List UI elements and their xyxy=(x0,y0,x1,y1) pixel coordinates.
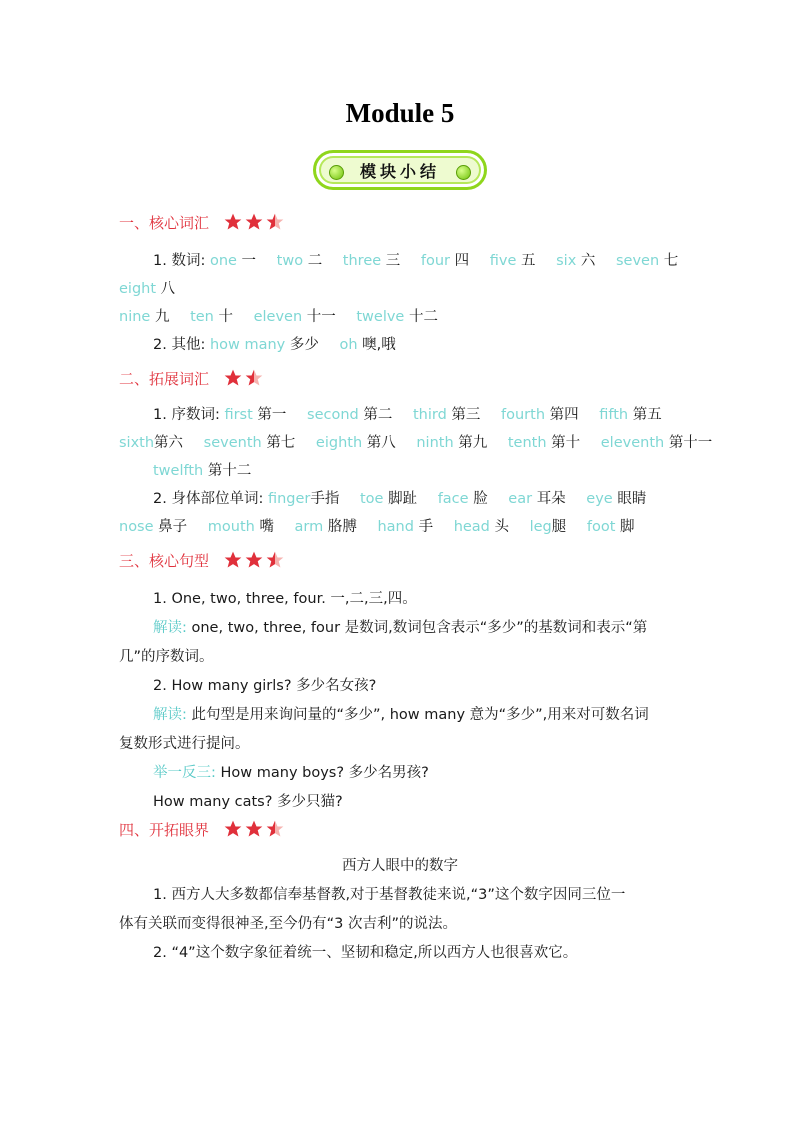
star-half-icon xyxy=(265,212,285,232)
numbers-line-3 xyxy=(119,303,438,331)
word-en: seven xyxy=(616,253,660,269)
word-en: first xyxy=(224,407,253,423)
star-half-icon xyxy=(244,368,264,388)
word-en: six xyxy=(556,253,577,269)
word-cn: 第八 xyxy=(366,435,396,451)
section-heading-core-vocab xyxy=(119,208,286,236)
word-cn: 手指 xyxy=(310,491,340,507)
word-cn: 第十二 xyxy=(207,463,252,479)
word-cn: 九 xyxy=(154,309,170,325)
page-title: Module 5 xyxy=(345,98,455,128)
word-en: finger xyxy=(267,491,311,507)
word-cn: 眼睛 xyxy=(617,491,647,507)
word-en: four xyxy=(420,253,451,269)
word-en: eye xyxy=(586,491,613,507)
word-cn: 十 xyxy=(218,309,233,325)
word-cn: 十二 xyxy=(408,309,438,325)
star-full-icon xyxy=(223,550,243,570)
word-cn: 胳膊 xyxy=(327,519,357,535)
word-en: eight xyxy=(119,281,157,297)
example-label: 举一反三: xyxy=(153,765,216,781)
green-dot-icon xyxy=(329,165,344,180)
word-cn: 第二 xyxy=(363,407,393,423)
word-en: nose xyxy=(119,519,154,535)
word-en: one xyxy=(209,253,237,269)
word-cn: 第十一 xyxy=(668,435,713,451)
word-cn: 第四 xyxy=(549,407,579,423)
word-en: nine xyxy=(119,309,151,325)
word-en: ear xyxy=(508,491,533,507)
example-text: How many boys? 多少名男孩? xyxy=(215,765,429,781)
numbers-line-1 xyxy=(153,247,678,275)
word-cn: 鼻子 xyxy=(158,519,188,535)
section-heading-text: 二、拓展词汇 xyxy=(119,369,210,388)
word-en: seventh xyxy=(203,435,262,451)
word-en: eleven xyxy=(253,309,303,325)
word-en: oh xyxy=(339,337,358,353)
word-en: face xyxy=(437,491,469,507)
word-en: tenth xyxy=(507,435,547,451)
word-cn: 四 xyxy=(454,253,470,269)
numbers-label: 1. 数词: xyxy=(153,253,206,269)
word-cn: 脚 xyxy=(620,519,635,535)
star-full-icon xyxy=(244,212,264,232)
word-cn: 二 xyxy=(307,253,323,269)
word-en: five xyxy=(489,253,517,269)
word-cn: 嘴 xyxy=(259,519,274,535)
note-2-line-1 xyxy=(153,701,649,729)
word-cn: 第九 xyxy=(458,435,488,451)
note-label: 解读: xyxy=(153,707,187,723)
word-en: hand xyxy=(377,519,414,535)
horizon-para-1-line-1: 1. 西方人大多数都信奉基督教,对于基督教徒来说,“3”这个数字因同三位一 xyxy=(153,887,626,903)
word-en: twelve xyxy=(356,309,405,325)
word-cn: 第六 xyxy=(154,435,184,451)
rating-stars xyxy=(223,368,265,388)
word-en: ninth xyxy=(416,435,454,451)
word-en: ten xyxy=(190,309,214,325)
word-cn: 脸 xyxy=(473,491,488,507)
other-vocab-line xyxy=(153,331,396,359)
word-cn: 七 xyxy=(663,253,679,269)
word-en: two xyxy=(276,253,304,269)
body-parts-line-2 xyxy=(119,513,635,541)
note-text: 此句型是用来询问量的“多少”, how many 意为“多少”,用来对可数名词 xyxy=(186,707,649,723)
ordinals-line-1 xyxy=(153,401,662,429)
word-cn: 三 xyxy=(385,253,401,269)
note-1-line-2: 几”的序数词。 xyxy=(119,649,214,665)
ordinal-label: 1. 序数词: xyxy=(153,407,220,423)
word-en: fourth xyxy=(501,407,546,423)
section-heading-text: 三、核心句型 xyxy=(119,551,210,570)
star-full-icon xyxy=(244,550,264,570)
section-heading-text: 一、核心词汇 xyxy=(119,213,210,232)
sentence-1: 1. One, two, three, four. 一,二,三,四。 xyxy=(153,591,417,607)
note-label: 解读: xyxy=(153,620,187,636)
body-parts-line-1 xyxy=(153,485,646,513)
badge-text: 模块小结 xyxy=(359,161,440,181)
star-full-icon xyxy=(223,819,243,839)
word-en: head xyxy=(453,519,490,535)
horizon-para-2: 2. “4”这个数字象征着统一、坚韧和稳定,所以西方人也很喜欢它。 xyxy=(153,945,578,961)
word-en: leg xyxy=(529,519,552,535)
note-text: one, two, three, four 是数词,数词包含表示“多少”的基数词和表示“第 xyxy=(186,620,648,636)
word-cn: 脚趾 xyxy=(388,491,418,507)
word-en: three xyxy=(342,253,382,269)
section-heading-core-sentences xyxy=(119,546,286,574)
word-cn: 第七 xyxy=(266,435,296,451)
note-1-line-1 xyxy=(153,614,647,642)
ordinals-line-3 xyxy=(153,457,251,485)
word-cn: 多少 xyxy=(289,337,319,353)
rating-stars xyxy=(223,212,286,232)
word-cn: 一 xyxy=(241,253,257,269)
word-cn: 腿 xyxy=(551,519,567,535)
word-en: toe xyxy=(359,491,384,507)
section-heading-extended-vocab xyxy=(119,364,265,392)
star-full-icon xyxy=(223,212,243,232)
word-cn: 第三 xyxy=(451,407,481,423)
star-full-icon xyxy=(244,819,264,839)
example-line-2: How many cats? 多少只猫? xyxy=(153,794,343,810)
word-en: second xyxy=(307,407,359,423)
sentence-2: 2. How many girls? 多少名女孩? xyxy=(153,678,377,694)
other-label: 2. 其他: xyxy=(153,337,206,353)
body-label: 2. 身体部位单词: xyxy=(153,491,264,507)
word-en: fifth xyxy=(599,407,629,423)
word-cn: 六 xyxy=(580,253,596,269)
ordinals-line-2 xyxy=(119,429,712,457)
horizon-subtitle: 西方人眼中的数字 xyxy=(342,858,458,874)
horizon-para-1-line-2: 体有关联而变得很神圣,至今仍有“3 次吉利”的说法。 xyxy=(119,916,457,932)
word-cn: 第一 xyxy=(257,407,287,423)
numbers-line-2 xyxy=(119,275,175,303)
green-dot-icon xyxy=(456,165,471,180)
star-full-icon xyxy=(223,368,243,388)
word-cn: 十一 xyxy=(306,309,336,325)
section-heading-text: 四、开拓眼界 xyxy=(119,820,210,839)
rating-stars xyxy=(223,550,286,570)
word-en: foot xyxy=(586,519,616,535)
word-cn: 第十 xyxy=(551,435,581,451)
word-en: sixth xyxy=(119,435,155,451)
word-en: arm xyxy=(294,519,324,535)
word-cn: 噢,哦 xyxy=(362,337,396,353)
star-half-icon xyxy=(265,819,285,839)
word-en: eleventh xyxy=(600,435,665,451)
word-en: twelfth xyxy=(153,463,204,479)
example-line-1 xyxy=(153,759,429,787)
word-en: mouth xyxy=(207,519,255,535)
word-cn: 五 xyxy=(521,253,536,269)
section-heading-horizon xyxy=(119,815,286,843)
word-cn: 耳朵 xyxy=(536,491,566,507)
star-half-icon xyxy=(265,550,285,570)
note-2-line-2: 复数形式进行提问。 xyxy=(119,736,250,752)
rating-stars xyxy=(223,819,286,839)
word-en: third xyxy=(412,407,447,423)
word-cn: 手 xyxy=(418,519,434,535)
word-en: how many xyxy=(209,337,286,353)
word-cn: 八 xyxy=(160,281,176,297)
word-cn: 第五 xyxy=(632,407,662,423)
module-summary-badge xyxy=(313,150,487,190)
word-en: eighth xyxy=(315,435,363,451)
word-cn: 头 xyxy=(494,519,509,535)
